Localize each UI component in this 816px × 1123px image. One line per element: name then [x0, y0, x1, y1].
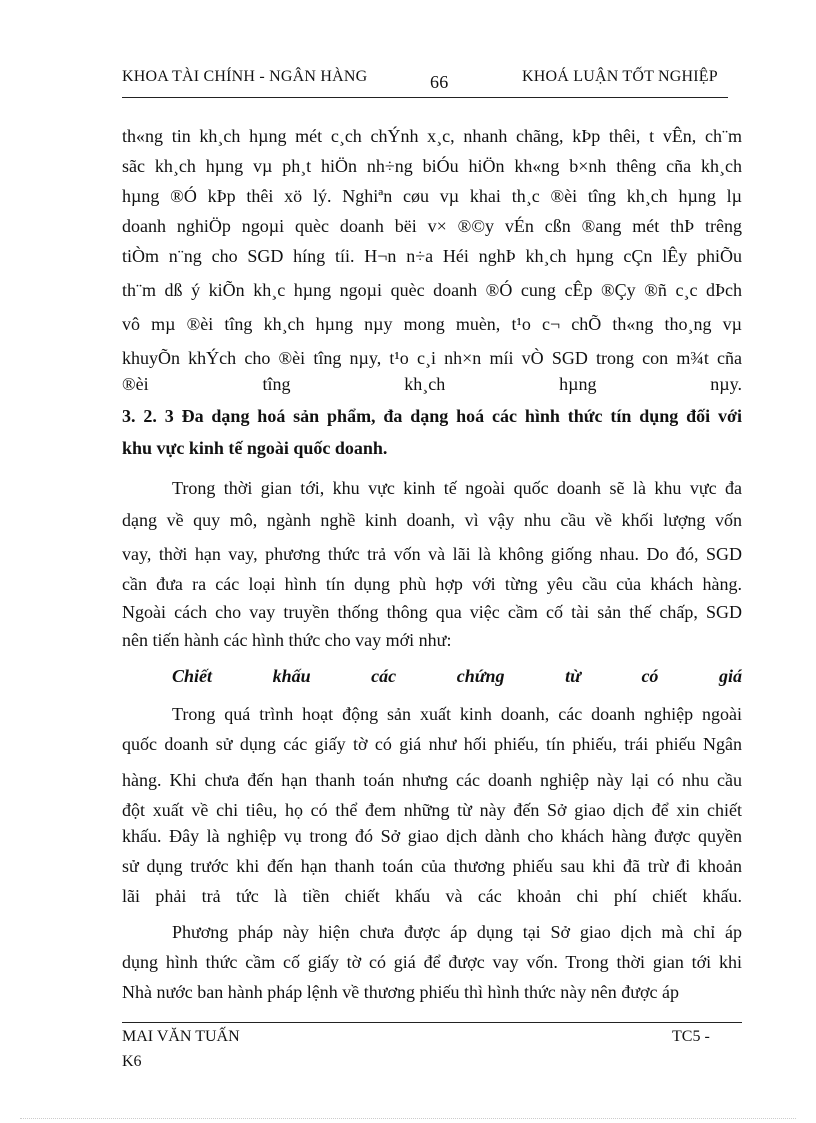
page-edge-dots [20, 1118, 796, 1119]
body-line: sãc kh¸ch hµng vµ ph¸t hiÖn nh÷ng biÓu hiÖn kh«ng b×nh thêng cña kh¸ch [122, 156, 742, 176]
subheading-italic: Chiết khấu các chứng từ có giá [172, 666, 742, 686]
header-rule [122, 97, 728, 98]
body-line: doanh nghiÖp ngoµi quèc doanh bëi v× ®©y vÉn cßn ®ang mét thÞ trêng [122, 216, 742, 236]
body-line: quốc doanh sử dụng các giấy tờ có giá như hối phiếu, tín phiếu, trái phiếu Ngân [122, 734, 742, 754]
header-page-number: 66 [430, 72, 449, 92]
body-line: nên tiến hành các hình thức cho vay mới như: [122, 630, 452, 650]
body-line: vô mµ ®èi tîng kh¸ch hµng nµy mong muèn, t¹o c¬ chÕ th«ng tho¸ng vµ [122, 314, 742, 334]
footer-author: MAI VĂN TUẤN [122, 1028, 240, 1045]
body-line: hàng. Khi chưa đến hạn thanh toán nhưng các doanh nghiệp này lại có nhu cầu [122, 770, 742, 790]
body-line: khấu. Đây là nghiệp vụ trong đó Sở giao dịch dành cho khách hàng được quyền [122, 826, 742, 846]
footer-rule [122, 1022, 742, 1023]
body-line: Ngoài cách cho vay truyền thống thông qua việc cầm cố tài sản thế chấp, SGD [122, 602, 742, 622]
section-heading-cont: khu vực kinh tế ngoài quốc doanh. [122, 438, 388, 458]
section-heading: 3. 2. 3 Đa dạng hoá sản phẩm, đa dạng hoá các hình thức tín dụng đối với [122, 406, 742, 426]
body-line: Nhà nước ban hành pháp lệnh về thương phiếu thì hình thức này nên được áp [122, 982, 679, 1002]
body-line: vay, thời hạn vay, phương thức trả vốn và lãi là không giống nhau. Do đó, SGD [122, 544, 742, 564]
header-faculty: KHOA TÀI CHÍNH - NGÂN HÀNG [122, 68, 368, 85]
body-line: sử dụng trước khi đến hạn thanh toán của thương phiếu sau khi đã trừ đi khoản [122, 856, 742, 876]
body-line: Phương pháp này hiện chưa được áp dụng tại Sở giao dịch mà chỉ áp [172, 922, 742, 942]
body-line: cần đưa ra các loại hình tín dụng phù hợp với từng yêu cầu của khách hàng. [122, 574, 742, 594]
body-line: th¨m dß ý kiÕn kh¸c hµng ngoµi quèc doanh ®Ó cung cÊp ®Çy ®ñ c¸c dÞch [122, 280, 742, 300]
body-line: ®èi tîng kh¸ch hµng nµy. [122, 374, 742, 394]
body-line: tiÒm n¨ng cho SGD híng tíi. H¬n n÷a Héi nghÞ kh¸ch hµng cÇn lÊy phiÕu [122, 246, 742, 266]
body-line: hµng ®Ó kÞp thêi xö lý. Nghiªn cøu vµ khai th¸c ®èi tîng kh¸ch hµng lµ [122, 186, 742, 206]
body-line: th«ng tin kh¸ch hµng mét c¸ch chÝnh x¸c, nhanh chãng, kÞp thêi, t vÊn, ch¨m [122, 126, 742, 146]
body-line: khuyÕn khÝch cho ®èi tîng nµy, t¹o c¸i nh×n míi vÒ SGD trong con m¾t cña [122, 348, 742, 368]
body-line: dụng hình thức cầm cố giấy tờ có giá để được vay vốn. Trong thời gian tới khi [122, 952, 742, 972]
footer-author-cont: K6 [122, 1053, 142, 1070]
header-thesis-title: KHOÁ LUẬN TỐT NGHIỆP [522, 68, 718, 85]
body-line: dạng về quy mô, ngành nghề kinh doanh, vì vậy nhu cầu về khối lượng vốn [122, 510, 742, 530]
footer-class-code: TC5 - [672, 1028, 710, 1045]
body-line: Trong thời gian tới, khu vực kinh tế ngoài quốc doanh sẽ là khu vực đa [172, 478, 742, 498]
body-line: đột xuất về chi tiêu, họ có thể đem những từ này đến Sở giao dịch để xin chiết [122, 800, 742, 820]
body-line: Trong quá trình hoạt động sản xuất kinh doanh, các doanh nghiệp ngoài [172, 704, 742, 724]
body-line: lãi phải trả tức là tiền chiết khấu và các khoản chi phí chiết khấu. [122, 886, 742, 906]
